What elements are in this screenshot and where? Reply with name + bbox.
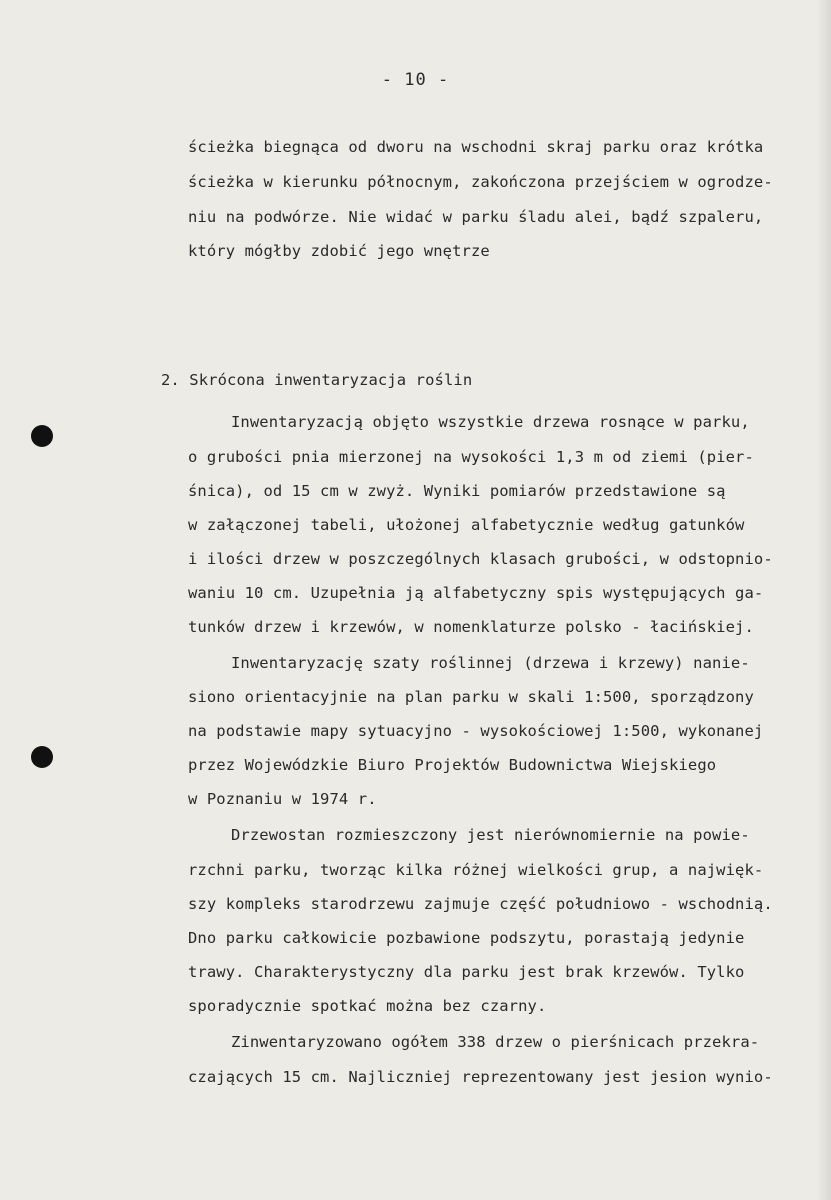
paragraph-4-line: sporadycznie spotkać można bez czarny.: [188, 997, 547, 1015]
punch-hole-top: [31, 425, 53, 447]
page-number: - 10 -: [381, 70, 450, 90]
paragraph-3-line: na podstawie mapy sytuacyjno - wysokościowej 1:500, wykonanej: [188, 722, 764, 740]
paragraph-2-line: w załączonej tabeli, ułożonej alfabetycznie według gatunków: [188, 516, 745, 534]
paragraph-3-line: w Poznaniu w 1974 r.: [188, 790, 377, 808]
paragraph-2-line: i ilości drzew w poszczególnych klasach grubości, w odstopnio-: [188, 550, 773, 568]
paragraph-2-line: śnica), od 15 cm w zwyż. Wyniki pomiarów przedstawione są: [188, 482, 726, 500]
paragraph-1-line: niu na podwórze. Nie widać w parku śladu alei, bądź szpaleru,: [188, 208, 764, 226]
paragraph-5-line: Zinwentaryzowano ogółem 338 drzew o pierśnicach przekra-: [231, 1033, 760, 1051]
paragraph-4-line: Drzewostan rozmieszczony jest nierównomiernie na powie-: [231, 826, 750, 844]
paragraph-1-line: ścieżka w kierunku północnym, zakończona przejściem w ogrodze-: [188, 173, 773, 191]
paragraph-3-line: siono orientacyjnie na plan parku w skali 1:500, sporządzony: [188, 688, 754, 706]
paragraph-3-line: przez Wojewódzkie Biuro Projektów Budownictwa Wiejskiego: [188, 756, 717, 774]
punch-hole-bottom: [31, 746, 53, 768]
paragraph-4-line: Dno parku całkowicie pozbawione podszytu, porastają jedynie: [188, 929, 745, 947]
paragraph-4-line: rzchni parku, tworząc kilka różnej wielkości grup, a najwięk-: [188, 861, 764, 879]
paragraph-2-line: tunków drzew i krzewów, w nomenklaturze polsko - łacińskiej.: [188, 618, 754, 636]
paragraph-2-line: waniu 10 cm. Uzupełnia ją alfabetyczny spis występujących ga-: [188, 584, 764, 602]
section-heading: 2. Skrócona inwentaryzacja roślin: [161, 371, 473, 389]
page-edge-shadow: [817, 0, 831, 1200]
paragraph-2-line: o grubości pnia mierzonej na wysokości 1,3 m od ziemi (pier-: [188, 448, 754, 466]
paragraph-5-line: czających 15 cm. Najliczniej reprezentowany jest jesion wynio-: [188, 1068, 773, 1086]
paragraph-1-line: który mógłby zdobić jego wnętrze: [188, 242, 490, 260]
paragraph-1-line: ścieżka biegnąca od dworu na wschodni skraj parku oraz krótka: [188, 138, 764, 156]
paragraph-4-line: szy kompleks starodrzewu zajmuje część południowo - wschodnią.: [188, 895, 773, 913]
paragraph-4-line: trawy. Charakterystyczny dla parku jest brak krzewów. Tylko: [188, 963, 745, 981]
paragraph-3-line: Inwentaryzację szaty roślinnej (drzewa i krzewy) nanie-: [231, 654, 750, 672]
paragraph-2-line: Inwentaryzacją objęto wszystkie drzewa rosnące w parku,: [231, 413, 750, 431]
